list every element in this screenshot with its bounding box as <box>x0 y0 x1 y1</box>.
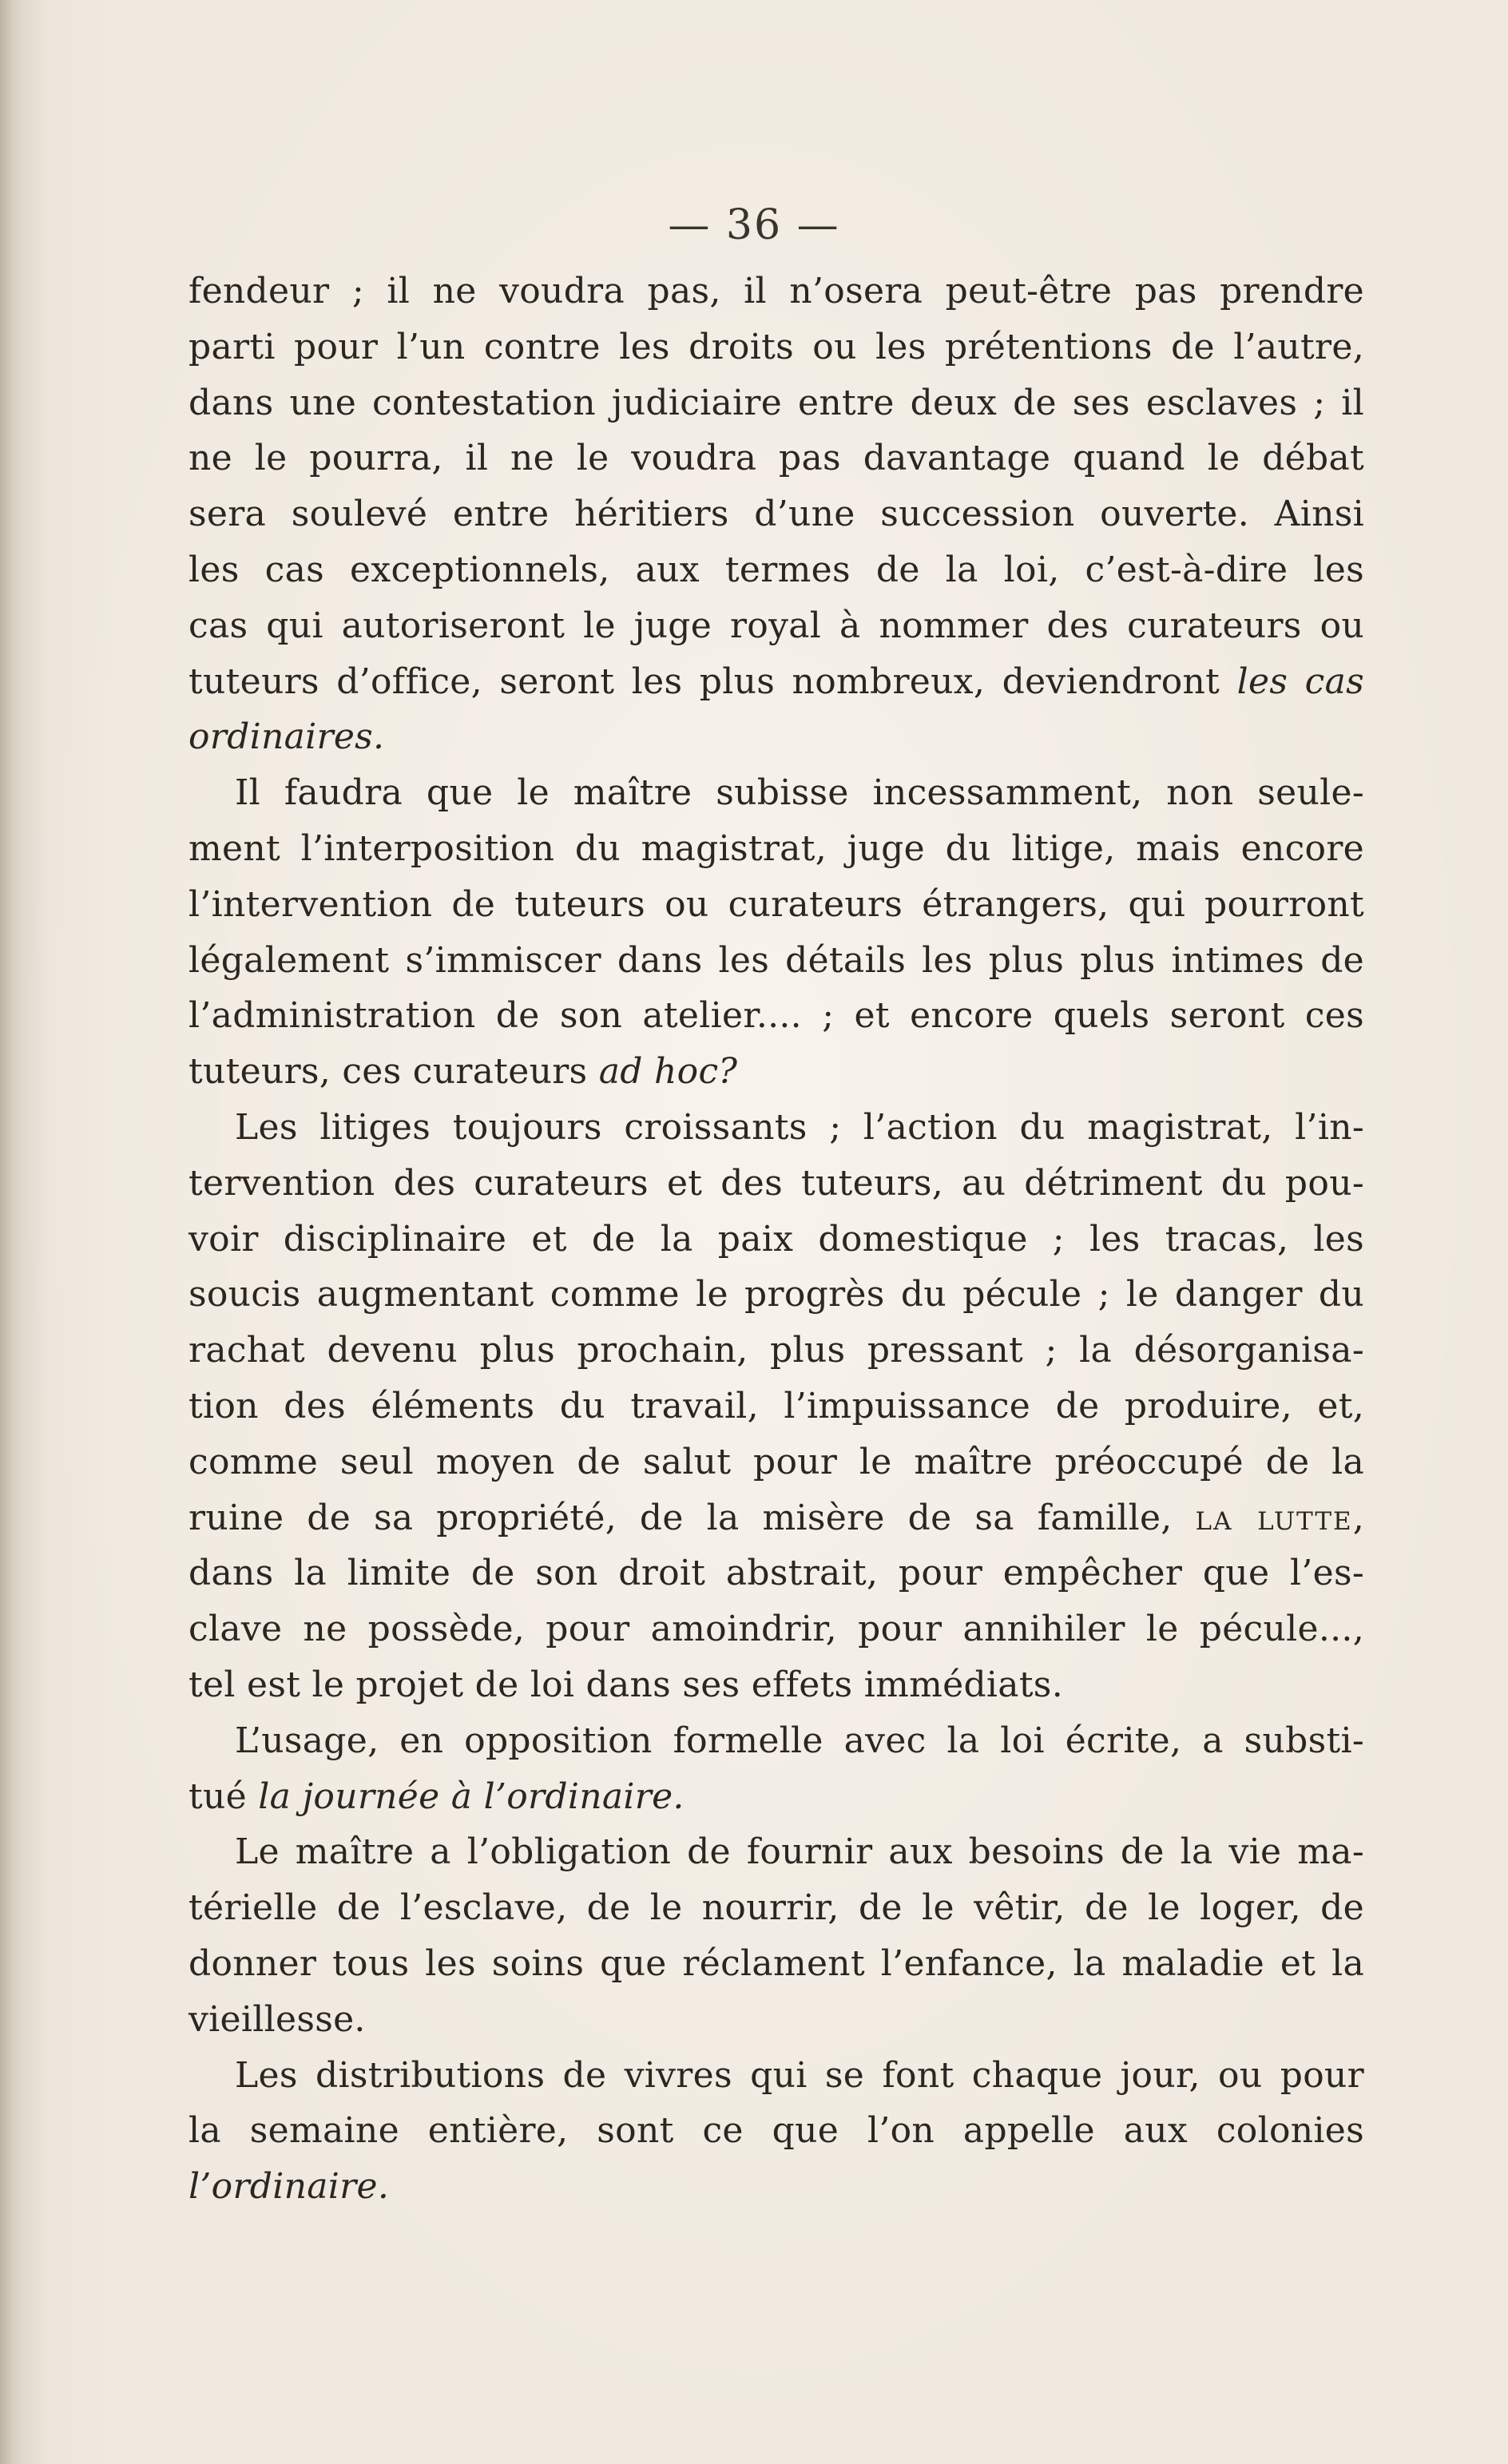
text-line-body: la semaine entière, sont ce que l’on appelle aux colonies <box>188 2110 1364 2152</box>
body-text <box>188 264 1364 2215</box>
text-line <box>188 709 1364 765</box>
text-line-body: dans la limite de son droit abstrait, pour empêcher que l’es- <box>188 1553 1364 1594</box>
text-line-body: tervention des curateurs et des tuteurs, au détriment du pou- <box>188 1162 1364 1204</box>
text-line-smallcaps: la lutte <box>1195 1497 1353 1538</box>
text-line <box>188 933 1364 989</box>
text-line-body: tion des éléments du travail, l’impuissance de produire, et, <box>188 1385 1364 1426</box>
text-line-italic: ad hoc? <box>598 1051 738 1093</box>
page-number: — 36 — <box>668 201 840 249</box>
text-line <box>188 598 1364 654</box>
text-line-body: térielle de l’esclave, de le nourrir, de le vêtir, de le loger, de <box>188 1887 1364 1929</box>
text-line <box>188 1434 1364 1490</box>
text-line-body: dans une contestation judiciaire entre deux de ses esclaves ; il <box>188 382 1364 423</box>
text-line <box>188 1992 1364 2048</box>
text-line-body: donner tous les soins que réclament l’enfance, la maladie et la <box>188 1942 1364 1984</box>
text-line-body: voir disciplinaire et de la paix domestique ; les tracas, les <box>188 1218 1364 1260</box>
text-line-body: ne le pourra, il ne le voudra pas davantage quand le débat <box>188 438 1364 479</box>
text-line-body: comme seul moyen de salut pour le maître préoccupé de la <box>188 1441 1364 1482</box>
text-line <box>188 1044 1364 1100</box>
text-line-body: l’intervention de tuteurs ou curateurs étrangers, qui pourront <box>188 883 1364 925</box>
text-line <box>188 2159 1364 2215</box>
text-line <box>188 542 1364 598</box>
text-line <box>188 1379 1364 1434</box>
text-line-body: Il faudra que le maître subisse incessamment, non seule- <box>235 772 1364 814</box>
text-line <box>188 319 1364 375</box>
text-line-italic: la journée à l’ordinaire. <box>258 1776 685 1817</box>
text-line <box>188 1323 1364 1379</box>
text-line <box>188 1100 1364 1156</box>
text-line-body: l’administration de son atelier.... ; et encore quels seront ces <box>188 995 1364 1037</box>
text-line <box>188 877 1364 933</box>
text-line <box>188 2048 1364 2104</box>
text-line-body: ment l’interposition du magistrat, juge du litige, mais encore <box>188 827 1364 869</box>
text-line-body: Le maître a l’obligation de fournir aux besoins de la vie ma- <box>235 1831 1364 1873</box>
text-line <box>188 1657 1364 1713</box>
page-gutter-shadow <box>0 0 22 2464</box>
text-line-body: ruine de sa propriété, de la misère de sa famille, <box>188 1497 1173 1538</box>
text-line-body: les cas exceptionnels, aux termes de la loi, c’est-à-dire les <box>188 549 1364 590</box>
text-line-body: sera soulevé entre héritiers d’une succession ouverte. Ainsi <box>188 494 1364 535</box>
text-line <box>188 1545 1364 1601</box>
text-line-body: tel est le projet de loi dans ses effets immédiats. <box>188 1664 1063 1705</box>
text-line-body: fendeur ; il ne voudra pas, il n’osera peut-être pas prendre <box>188 271 1364 311</box>
text-line-body: légalement s’immiscer dans les détails les plus plus intimes de <box>188 939 1364 981</box>
text-line-body: L’usage, en opposition formelle avec la loi écrite, a substi- <box>235 1720 1364 1761</box>
text-line-body: tuteurs d’office, seront les plus nombreux, deviendront <box>188 661 1220 702</box>
text-line-italic: l’ordinaire. <box>188 2166 390 2208</box>
text-line-body: Les distributions de vivres qui se font chaque jour, ou pour <box>235 2054 1364 2096</box>
text-line-body: tuteurs, ces curateurs <box>188 1051 588 1093</box>
text-line-italic: ordinaires. <box>188 716 385 758</box>
text-line <box>188 1267 1364 1323</box>
text-line <box>188 821 1364 877</box>
text-line: ruine de sa propriété, de la misère de sa famille, la lutte, <box>188 1497 1364 1538</box>
text-line-body: parti pour l’un contre les droits ou les prétentions de l’autre, <box>188 326 1364 367</box>
text-line-body: clave ne possède, pour amoindrir, pour annihiler le pécule..., <box>188 1609 1364 1650</box>
text-line <box>188 1824 1364 1880</box>
text-line <box>188 264 1364 319</box>
text-line-body: Les litiges toujours croissants ; l’action du magistrat, l’in- <box>235 1106 1364 1148</box>
text-line-body: soucis augmentant comme le progrès du pécule ; le danger du <box>188 1274 1364 1315</box>
text-line <box>188 765 1364 821</box>
text-line <box>188 431 1364 486</box>
text-line <box>188 1769 1364 1825</box>
text-line <box>188 1936 1364 1992</box>
text-line <box>188 1212 1364 1268</box>
text-line <box>188 988 1364 1044</box>
text-line <box>188 654 1364 710</box>
text-line-italic: les cas <box>1236 661 1364 702</box>
text-line <box>188 2103 1364 2159</box>
text-line <box>188 486 1364 542</box>
text-line-body: rachat devenu plus prochain, plus pressant ; la désorganisa- <box>188 1330 1364 1371</box>
text-line <box>188 1880 1364 1936</box>
text-line <box>188 375 1364 431</box>
text-line <box>188 1156 1364 1212</box>
text-line-body: cas qui autoriseront le juge royal à nommer des curateurs ou <box>188 605 1364 646</box>
text-line <box>188 1601 1364 1657</box>
text-line <box>188 1713 1364 1769</box>
text-line-body: tué <box>188 1776 247 1817</box>
text-line-body: vieillesse. <box>188 1998 366 2040</box>
